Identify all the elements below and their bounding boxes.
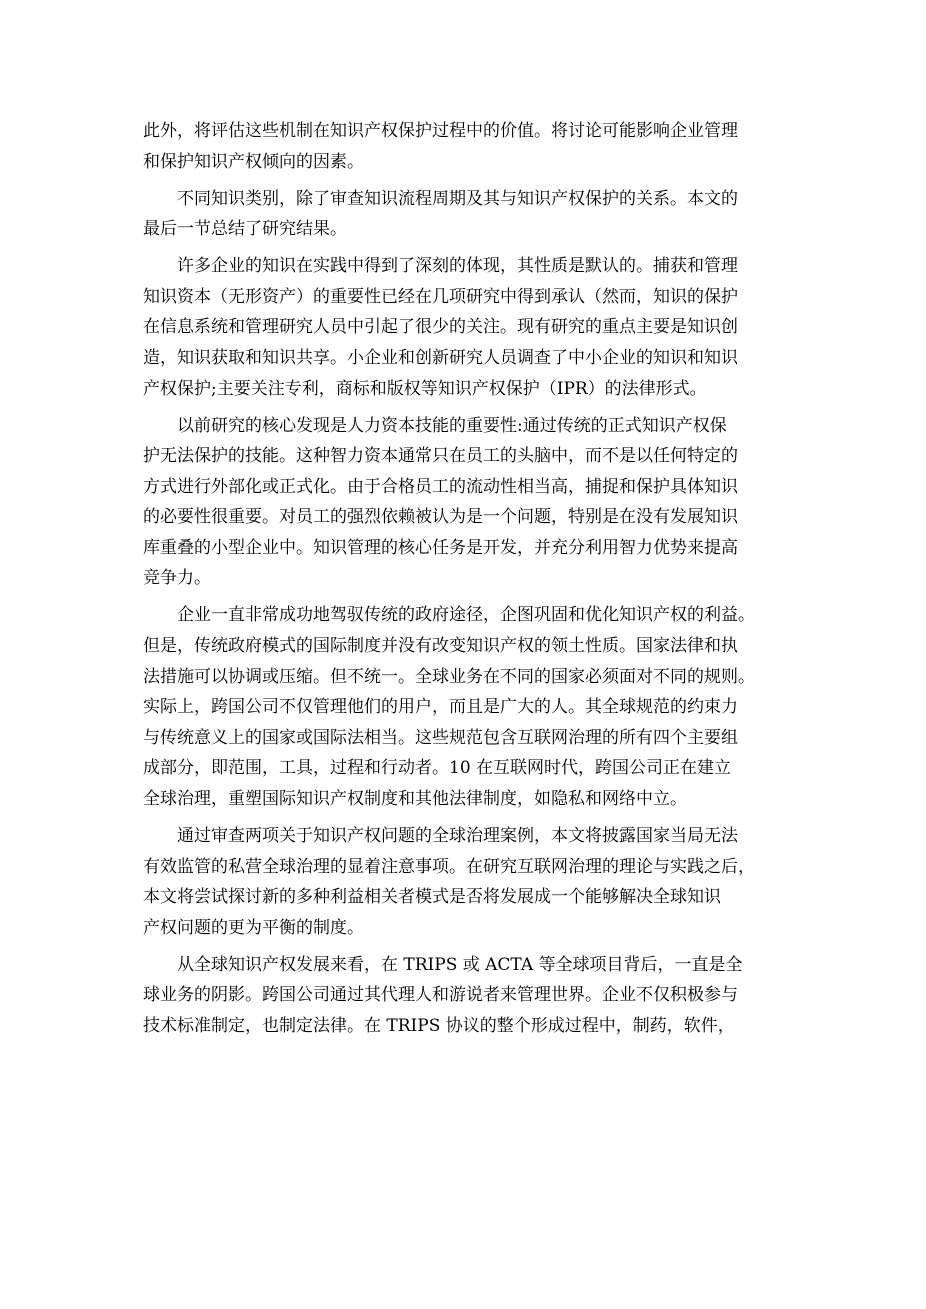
paragraph-5: 企业一直非常成功地驾驭传统的政府途径，企图巩固和优化知识产权的利益。 但是，传统政府模式的国际制度并没有改变知识产权的领土性质。国家法律和执 法措施可以协调或压缩。但不统一。全球业务在不同的国家必须面对不同的规则。 实际上，跨国公司不仅管理他们的用户，而且是广大的人。其全球规范的约束力 与传统意义上的国家或国际法相当。这些规范包含互联网治理的所有四个主要组 成部分，即范围，工具，过程和行动者。10 在互联网时代，跨国公司正在建立 全球治理，重塑国际知识产权制度和其他法律制度，如隐私和网络中立。	[143, 605, 755, 810]
paragraph-1: 此外，将评估这些机制在知识产权保护过程中的价值。将讨论可能影响企业管理 和保护知识产权倾向的因素。	[143, 121, 738, 172]
paragraph-6: 通过审查两项关于知识产权问题的全球治理案例，本文将披露国家当局无法 有效监管的私营全球治理的显着注意事项。在研究互联网治理的理论与实践之后， 本文将尝试探讨新的多种利益相关者模式是否将发展成一个能够解决全球知识 产权问题的更为平衡的制度。	[143, 826, 755, 938]
paragraph-2: 不同知识类别，除了审查知识流程周期及其与知识产权保护的关系。本文的 最后一节总结了研究结果。	[143, 188, 738, 240]
paragraph-4: 以前研究的核心发现是人力资本技能的重要性:通过传统的正式知识产权保 护无法保护的技能。这种智力资本通常只在员工的头脑中，而不是以任何特定的 方式进行外部化或正式化。由于合格员工的流动性相当高，捕捉和保护具体知识 的必要性很重要。对员工的强烈依赖被认为是一个问题，特别是在没有发展知识 库重叠的小型企业中。知识管理的核心任务是开发，并充分利用智力优势来提高 竞争力。	[143, 415, 738, 589]
paragraph-7: 从全球知识产权发展来看，在 TRIPS 或 ACTA 等全球项目背后，一直是全 球业务的阴影。跨国公司通过其代理人和游说者来管理世界。企业不仅积极参与 技术标准制定，也制定法律。在 TRIPS 协议的整个形成过程中，制药，软件，	[143, 954, 743, 1036]
paragraph-3: 许多企业的知识在实践中得到了深刻的体现，其性质是默认的。捕获和管理 知识资本（无形资产）的重要性已经在几项研究中得到承认（然而，知识的保护 在信息系统和管理研究人员中引起了很少的关注。现有研究的重点主要是知识创 造，知识获取和知识共享。小企业和创新研究人员调查了中小企业的知识和知识 产权保护;主要关注专利，商标和版权等知识产权保护（IPR）的法律形式。	[143, 256, 738, 399]
document-body	[143, 116, 787, 1048]
